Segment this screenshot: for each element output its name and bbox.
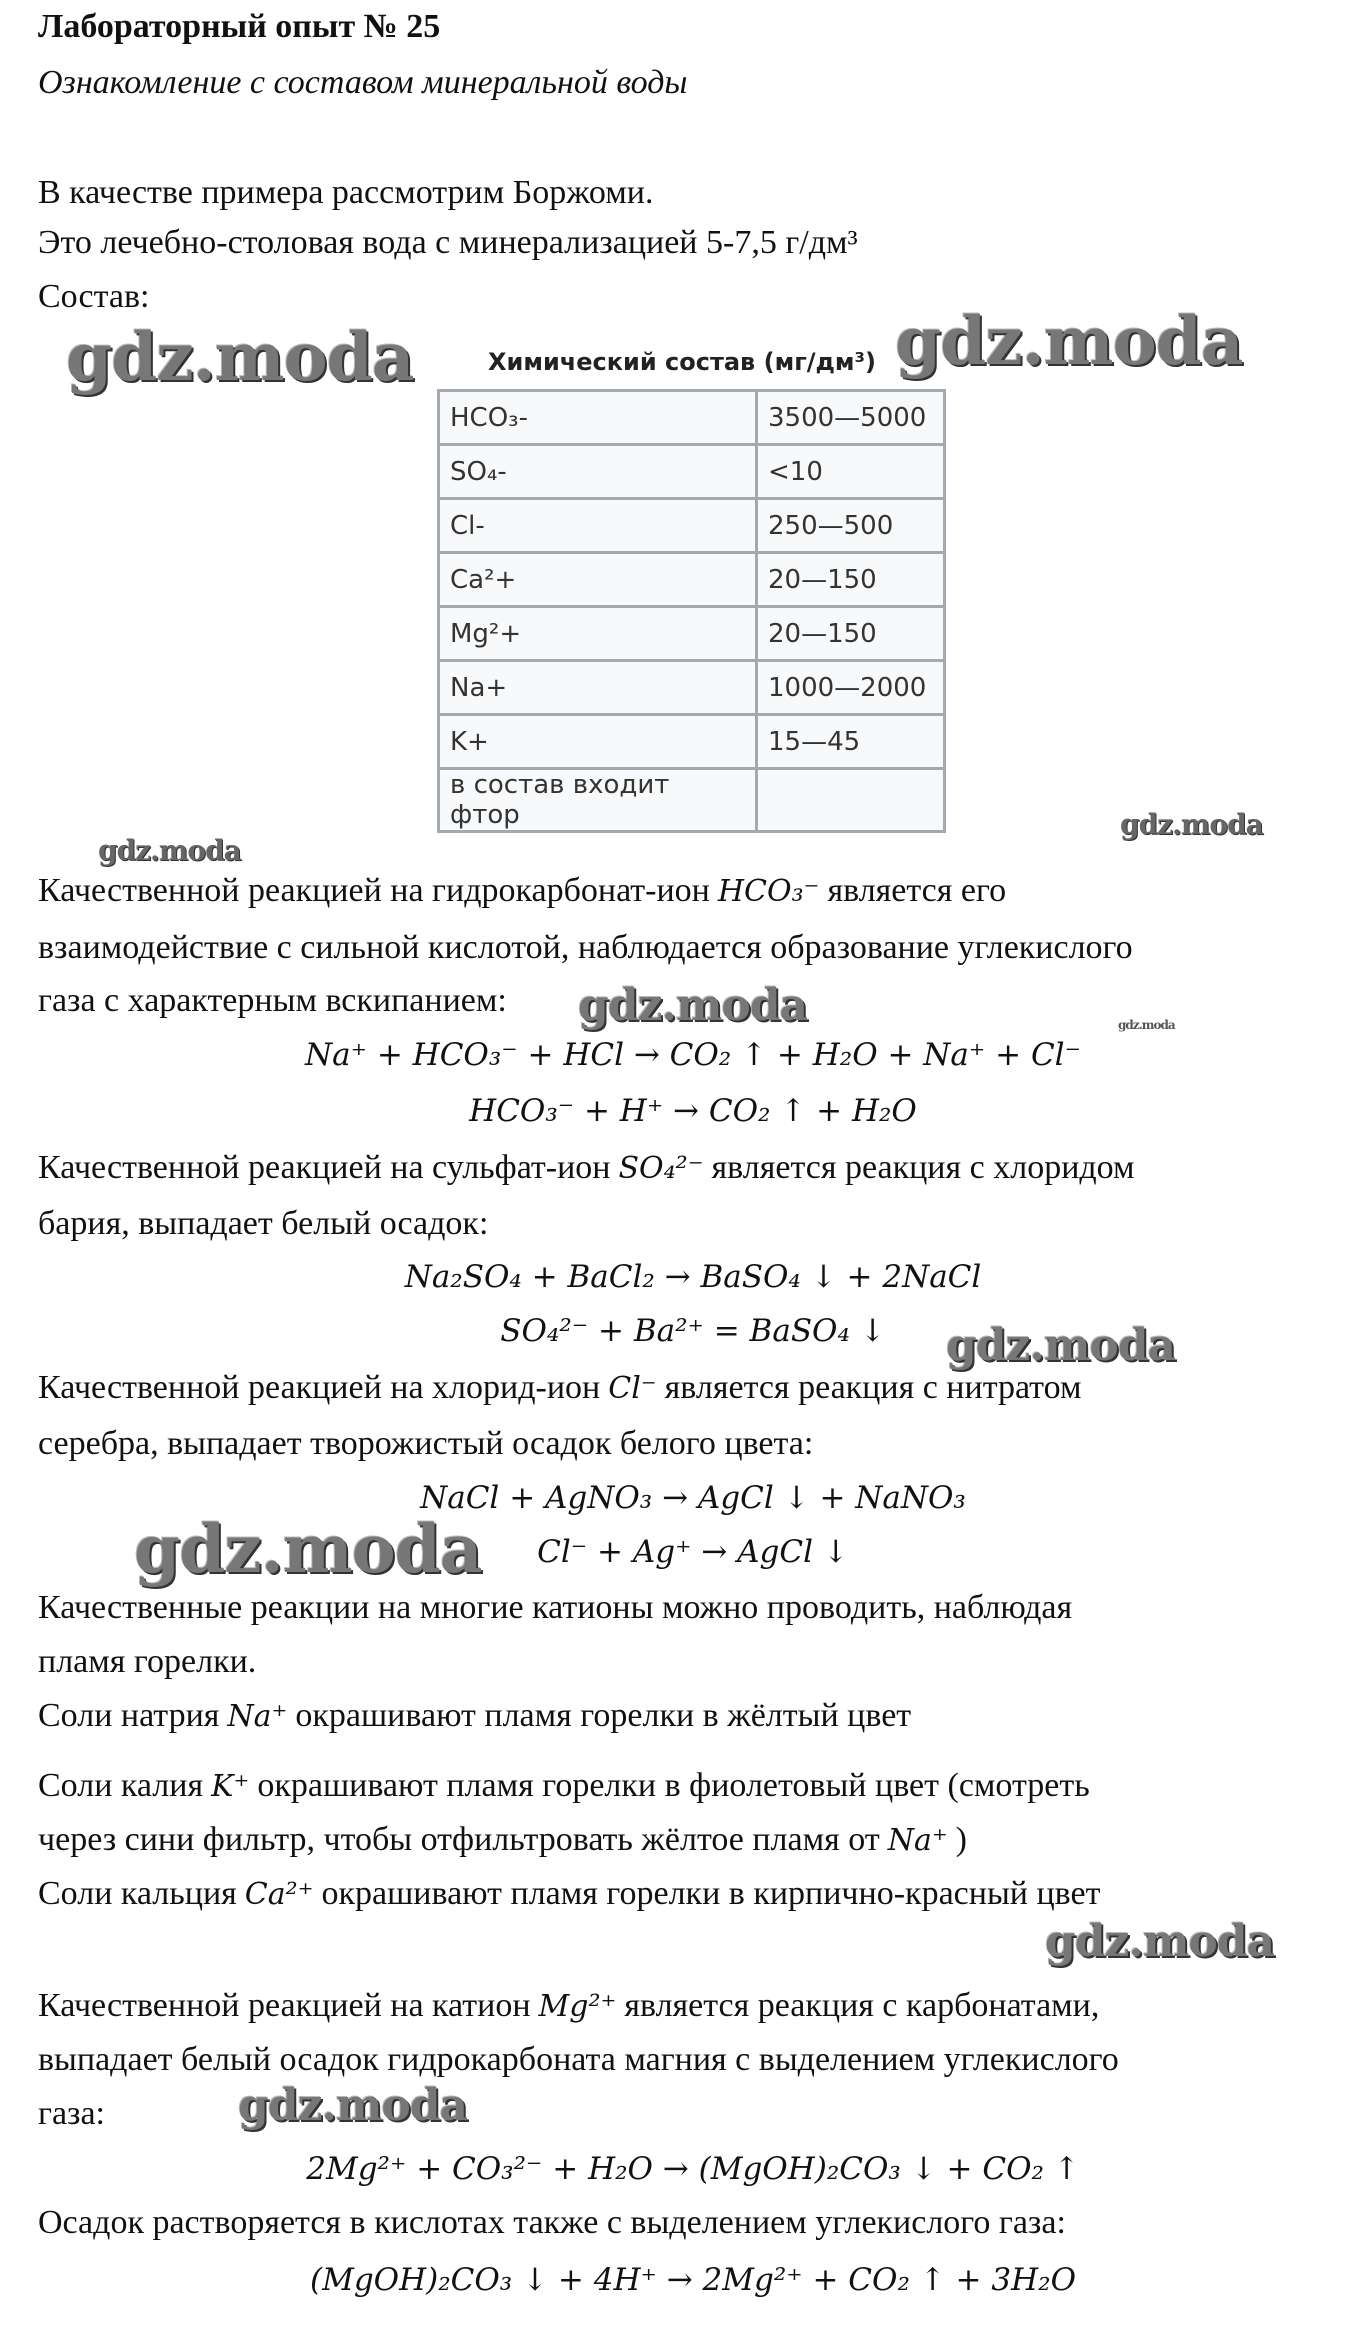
- text: окрашивают пламя горелки в фиолетовый цвет (смотреть: [257, 1767, 1090, 1804]
- value-cell: 20—150: [757, 607, 945, 661]
- equation: 2Mg²⁺ + CO₃²⁻ + H₂O → (MgOH)₂CO₃ ↓ + CO₂ ↑: [306, 2151, 1080, 2187]
- value-cell: 1000—2000: [757, 661, 945, 715]
- text: Качественной реакцией на сульфат-ион: [38, 1149, 611, 1186]
- equation: Na₂SO₄ + BaCl₂ → BaSO₄ ↓ + 2NaCl: [404, 1259, 982, 1295]
- text: является его: [827, 872, 1007, 909]
- text-line: серебра, выпадает творожистый осадок белого цвета:: [38, 1425, 814, 1462]
- text-line: Осадок растворяется в кислотах также с выделением углекислого газа:: [38, 2204, 1066, 2241]
- formula: Na⁺: [887, 1823, 948, 1858]
- text-line: [38, 1148, 1135, 1189]
- text: Соли кальция: [38, 1875, 237, 1912]
- text-line: [38, 1368, 1081, 1409]
- ion-cell: в состав входит фтор: [439, 769, 757, 832]
- equation: NaCl + AgNO₃ → AgCl ↓ + NaNO₃: [420, 1480, 966, 1516]
- text-line: [38, 1874, 1100, 1915]
- intro-line: Состав:: [38, 278, 150, 315]
- ion-cell: Cl-: [439, 499, 757, 553]
- formula: SO₄²⁻: [618, 1151, 704, 1186]
- equation: Na⁺ + HCO₃⁻ + HCl → CO₂ ↑ + H₂O + Na⁺ + Cl⁻: [305, 1037, 1081, 1073]
- watermark: gdz.moda: [1045, 1916, 1275, 1967]
- value-cell: 15—45: [757, 715, 945, 769]
- watermark: gdz.moda: [134, 1510, 482, 1588]
- text-line: газа с характерным вскипанием:: [38, 982, 507, 1019]
- ion-cell: Ca²+: [439, 553, 757, 607]
- text-line: бария, выпадает белый осадок:: [38, 1205, 489, 1242]
- text: Качественной реакцией на катион: [38, 1987, 531, 2024]
- text: ): [955, 1821, 967, 1858]
- watermark: gdz.moda: [895, 302, 1243, 380]
- table-row: [439, 607, 945, 661]
- text: через сини фильтр, чтобы отфильтровать жёлтое пламя от: [38, 1821, 880, 1858]
- ion-cell: Mg²+: [439, 607, 757, 661]
- formula: Na⁺: [227, 1699, 288, 1734]
- watermark: gdz.moda: [1118, 1018, 1175, 1032]
- page-title: Лабораторный опыт № 25: [38, 8, 441, 45]
- table-row: [439, 715, 945, 769]
- watermark: gdz.moda: [1120, 808, 1263, 841]
- ion-cell: SO₄-: [439, 445, 757, 499]
- text-line: Качественные реакции на многие катионы можно проводить, наблюдая: [38, 1589, 1073, 1626]
- text: Соли натрия: [38, 1697, 220, 1734]
- watermark: gdz.moda: [578, 980, 808, 1031]
- text-line: [38, 1820, 967, 1861]
- value-cell: 3500—5000: [757, 391, 945, 445]
- table-row: [439, 553, 945, 607]
- text-line: [38, 1766, 1090, 1807]
- ion-cell: K+: [439, 715, 757, 769]
- text: Качественной реакцией на гидрокарбонат-ион: [38, 872, 710, 909]
- value-cell: 250—500: [757, 499, 945, 553]
- text-line: взаимодействие с сильной кислотой, наблюдается образование углекислого: [38, 929, 1133, 966]
- equation: HCO₃⁻ + H⁺ → CO₂ ↑ + H₂O: [469, 1093, 917, 1129]
- intro-line: В качестве примера рассмотрим Боржоми.: [38, 174, 654, 211]
- watermark: gdz.moda: [946, 1320, 1176, 1371]
- composition-table: [437, 389, 946, 833]
- text-line: [38, 871, 1006, 912]
- text: является реакция с нитратом: [664, 1369, 1082, 1406]
- equation: Cl⁻ + Ag⁺ → AgCl ↓: [537, 1534, 849, 1570]
- page-subtitle: Ознакомление с составом минеральной воды: [38, 64, 688, 101]
- equation: (MgOH)₂CO₃ ↓ + 4H⁺ → 2Mg²⁺ + CO₂ ↑ + 3H₂O: [310, 2262, 1076, 2298]
- text-line: [38, 1696, 911, 1737]
- value-cell: [757, 769, 945, 832]
- ion-cell: HCO₃-: [439, 391, 757, 445]
- formula: K⁺: [211, 1769, 250, 1804]
- table-row: [439, 391, 945, 445]
- watermark: gdz.moda: [98, 834, 241, 867]
- formula: Ca²⁺: [244, 1877, 314, 1912]
- text-line: выпадает белый осадок гидрокарбоната магния с выделением углекислого: [38, 2041, 1119, 2078]
- formula: HCO₃⁻: [717, 874, 820, 909]
- table-row: [439, 445, 945, 499]
- intro-line: Это лечебно-столовая вода с минерализацией 5-7,5 г/дм³: [38, 224, 858, 261]
- ion-cell: Na+: [439, 661, 757, 715]
- table-caption: Химический состав (мг/дм³): [488, 348, 876, 376]
- text: является реакция с карбонатами,: [624, 1987, 1100, 2024]
- table-row: [439, 661, 945, 715]
- text: окрашивают пламя горелки в жёлтый цвет: [295, 1697, 912, 1734]
- watermark: gdz.moda: [238, 2080, 468, 2131]
- text: Качественной реакцией на хлорид-ион: [38, 1369, 601, 1406]
- text-line: пламя горелки.: [38, 1643, 257, 1680]
- formula: Mg²⁺: [538, 1989, 617, 2024]
- text-line: газа:: [38, 2095, 106, 2132]
- value-cell: <10: [757, 445, 945, 499]
- text: является реакция с хлоридом: [711, 1149, 1135, 1186]
- table-row: [439, 499, 945, 553]
- watermark: gdz.moda: [66, 318, 414, 396]
- text: Соли калия: [38, 1767, 204, 1804]
- text-line: [38, 1986, 1099, 2027]
- value-cell: 20—150: [757, 553, 945, 607]
- equation: SO₄²⁻ + Ba²⁺ = BaSO₄ ↓: [500, 1313, 886, 1349]
- text: окрашивают пламя горелки в кирпично-красный цвет: [321, 1875, 1101, 1912]
- table-row: [439, 769, 945, 832]
- formula: Cl⁻: [608, 1371, 657, 1406]
